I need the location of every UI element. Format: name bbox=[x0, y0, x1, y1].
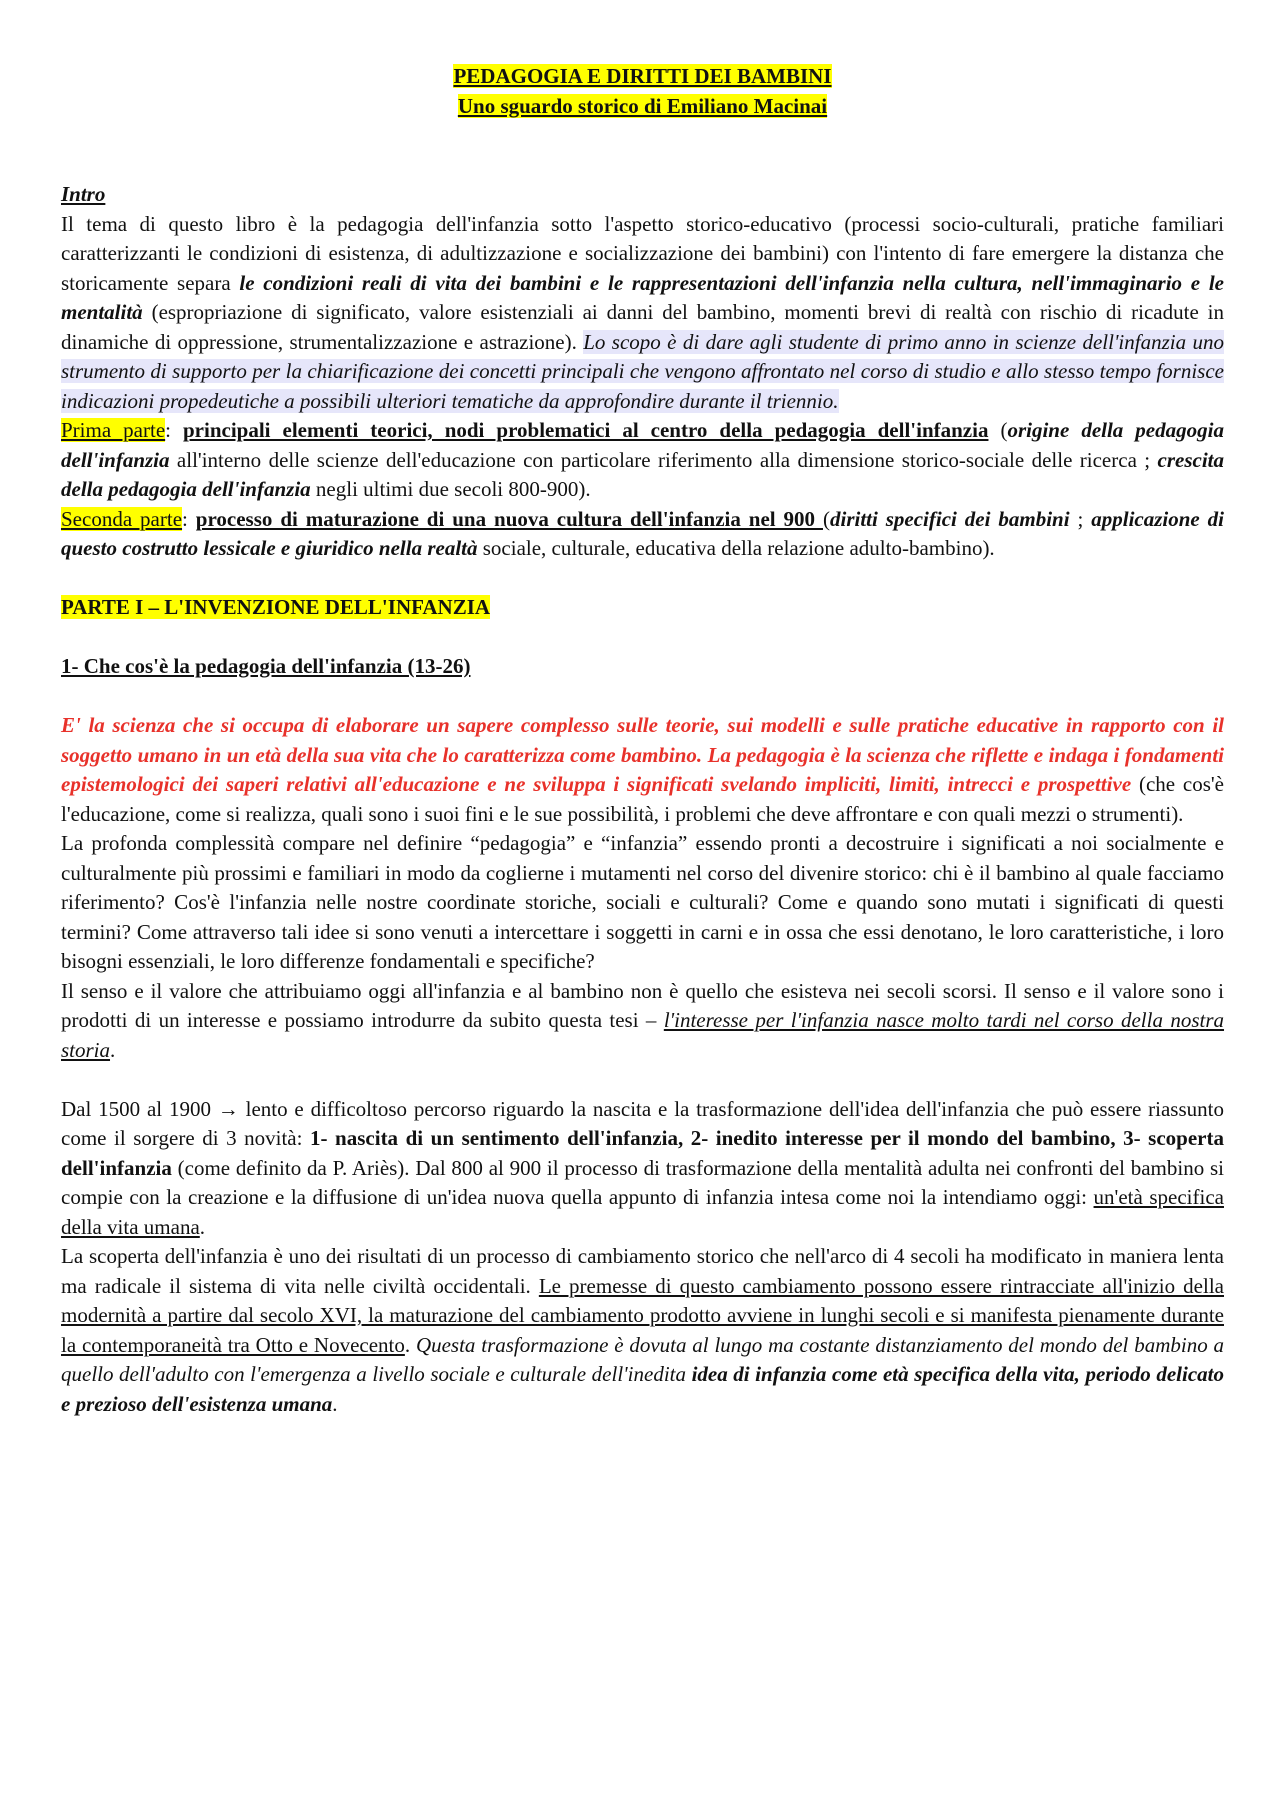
part2-open: ( bbox=[822, 506, 830, 531]
document-title-block bbox=[61, 62, 1224, 121]
discovery-text: La scoperta dell'infanzia è uno dei risultati di un processo di cambiamento storico che nell'arco di 4 secoli ha modificato in maniera lenta ma radicale il sistema di vita nelle civiltà occidentali. bbox=[61, 1244, 1224, 1298]
discovery-underline: Le premesse di questo cambiamento possono essere rintracciate all'inizio della modernità a partire dal secolo XVI, la maturazione del cambiamento prodotto avviene in lunghi secoli e si manifesta pienamente durante la contemporaneità tra Otto e Novecento bbox=[61, 1273, 1224, 1357]
part2-label: Seconda parte bbox=[61, 506, 183, 531]
intro-purpose-highlight: Lo scopo è di dare agli studente di primo anno in scienze dell'infanzia uno strumento di supporto per la chiarificazione dei concetti principali che vengono affrontato nel corso di studio e allo stesso tempo fornisce indicazioni propedeutiche a possibili ulteriori tematiche da approfondire durante il triennio. bbox=[61, 329, 1224, 413]
part2-summary bbox=[61, 505, 1224, 564]
history-novelties: 1- nascita di un sentimento dell'infanzia, 2- inedito interesse per il mondo del bambino, 3- scoperta dell'infanzia bbox=[61, 1126, 1224, 1180]
history-rest: (come definito da P. Ariès). Dal 800 al 900 il processo di trasformazione della mentalità adulta nei confronti del bambino si compie con la creazione e la diffusione di un'idea nuova quella appunto di infanzia intesa come noi la intendiamo oggi: bbox=[61, 1155, 1224, 1209]
part-title: PARTE I – L'INVENZIONE DELL'INFANZIA bbox=[61, 595, 491, 619]
intro-text-rest: (espropriazione di significato, valore esistenziali ai danni del bambino, momenti brevi di realtà con rischio di ricadute in dinamiche di oppressione, strumentalizzazione e astrazione). bbox=[61, 300, 1224, 354]
intro-emphasis: le condizioni reali di vita dei bambini e le rappresentazioni dell'infanzia nella cultura, nell'immaginario e le mentalità bbox=[61, 270, 1224, 324]
document-subtitle: Uno sguardo storico di Emiliano Macinai bbox=[457, 93, 828, 118]
discovery-dot: . bbox=[404, 1332, 416, 1357]
intro-text: Il tema di questo libro è la pedagogia dell'infanzia sotto l'aspetto storico-educativo (processi socio-culturali, pratiche familiari caratterizzanti le condizioni di esistenza, di adultizzazione e socializzazione dei bambini) con l'intento di fare emergere la distanza che storicamente separa bbox=[61, 211, 1224, 295]
part1-text2: negli ultimi due secoli 800-900). bbox=[310, 477, 591, 501]
part2-main: processo di maturazione di una nuova cultura dell'infanzia nel 900 bbox=[195, 506, 823, 531]
complexity-paragraph: La profonda complessità compare nel definire “pedagogia” e “infanzia” essendo pronti a decostruire i significati a noi socialmente e culturalmente più prossimi e familiari in modo da coglierne i mutamenti nel corso del divenire storico: chi è il bambino al quale facciamo riferimento? Cos'è l'infanzia nelle nostre coordinate storiche, sociali e culturali? Come e quando sono mutati i significati di questi termini? Come attraverso tali idee si sono venuti a intercettare i soggetti in carni e in ossa che essi denotano, le loro caratteristiche, i loro bisogni essenziali, le loro differenze fondamentali e specifiche? bbox=[61, 831, 1224, 973]
part1-origin: origine della pedagogia dell'infanzia bbox=[61, 418, 1224, 472]
part2-colon: : bbox=[182, 506, 196, 531]
part1-colon: : bbox=[165, 418, 183, 442]
value-end: . bbox=[110, 1037, 116, 1062]
part2-text1: ; bbox=[1069, 506, 1092, 531]
part1-label: Prima parte bbox=[61, 418, 166, 442]
history-paragraph bbox=[61, 1095, 1224, 1243]
discovery-emphasis: idea di infanzia come età specifica della vita, periodo delicato e prezioso dell'esistenza umana bbox=[61, 1362, 1224, 1416]
part2-rights: diritti specifici dei bambini bbox=[829, 506, 1070, 531]
history-end: . bbox=[199, 1214, 206, 1239]
definition-paragraph bbox=[61, 711, 1224, 829]
section-heading: 1- Che cos'è la pedagogia dell'infanzia (13-26) bbox=[61, 654, 471, 678]
part1-open: ( bbox=[988, 418, 1008, 442]
part2-application: applicazione di questo costrutto lessicale e giuridico nella realtà bbox=[61, 506, 1224, 560]
discovery-italic: Questa trasformazione è dovuta al lungo ma costante distanziamento del mondo del bambino a quello dell'adulto con l'emergenza a livello sociale e culturale dell'inedita bbox=[61, 1332, 1224, 1386]
part1-growth: crescita della pedagogia dell'infanzia bbox=[61, 447, 1224, 501]
discovery-paragraph bbox=[61, 1242, 1224, 1419]
definition-red-text: E' la scienza che si occupa di elaborare un sapere complesso sulle teorie, sui modelli e sulle pratiche educative in rapporto con il soggetto umano in un età della sua vita che lo caratterizza come bambino. La pedagogia è la scienza che riflette e indaga i fondamenti epistemologici dei saperi relativi all'educazione e ne sviluppa i significati svelando impliciti, limiti, intrecci e prospettive bbox=[61, 713, 1224, 796]
part1-text1: all'interno delle scienze dell'educazione con particolare riferimento alla dimensione storico-sociale delle ricerca ; bbox=[169, 447, 1158, 472]
part2-text2: sociale, culturale, educativa della relazione adulto-bambino). bbox=[477, 536, 995, 560]
value-text: Il senso e il valore che attribuiamo oggi all'infanzia e al bambino non è quello che esisteva nei secoli scorsi. Il senso e il valore sono i prodotti di un interesse e possiamo introdurre da subito questa tesi – bbox=[61, 978, 1224, 1032]
part1-main: principali elementi teorici, nodi problematici al centro della pedagogia dell'infanzia bbox=[182, 418, 989, 442]
part1-summary bbox=[61, 416, 1224, 505]
discovery-end: . bbox=[332, 1391, 338, 1416]
intro-paragraph bbox=[61, 210, 1224, 417]
definition-rest: (che cos'è l'educazione, come si realizza, quali sono i suoi fini e le sue possibilità, i problemi che deve affrontare e con quali mezzi o strumenti). bbox=[61, 772, 1225, 826]
history-underline: un'età specifica della vita umana bbox=[61, 1185, 1224, 1239]
history-text: Dal 1500 al 1900 → lento e difficoltoso percorso riguardo la nascita e la trasformazione dell'idea dell'infanzia che può essere riassunto come il sorgere di 3 novità: bbox=[61, 1096, 1224, 1150]
value-paragraph bbox=[61, 977, 1224, 1066]
document-title: PEDAGOGIA E DIRITTI DEI BAMBINI bbox=[453, 64, 832, 88]
value-thesis: l'interesse per l'infanzia nasce molto tardi nel corso della nostra storia bbox=[61, 1008, 1225, 1062]
intro-heading: Intro bbox=[61, 182, 106, 206]
